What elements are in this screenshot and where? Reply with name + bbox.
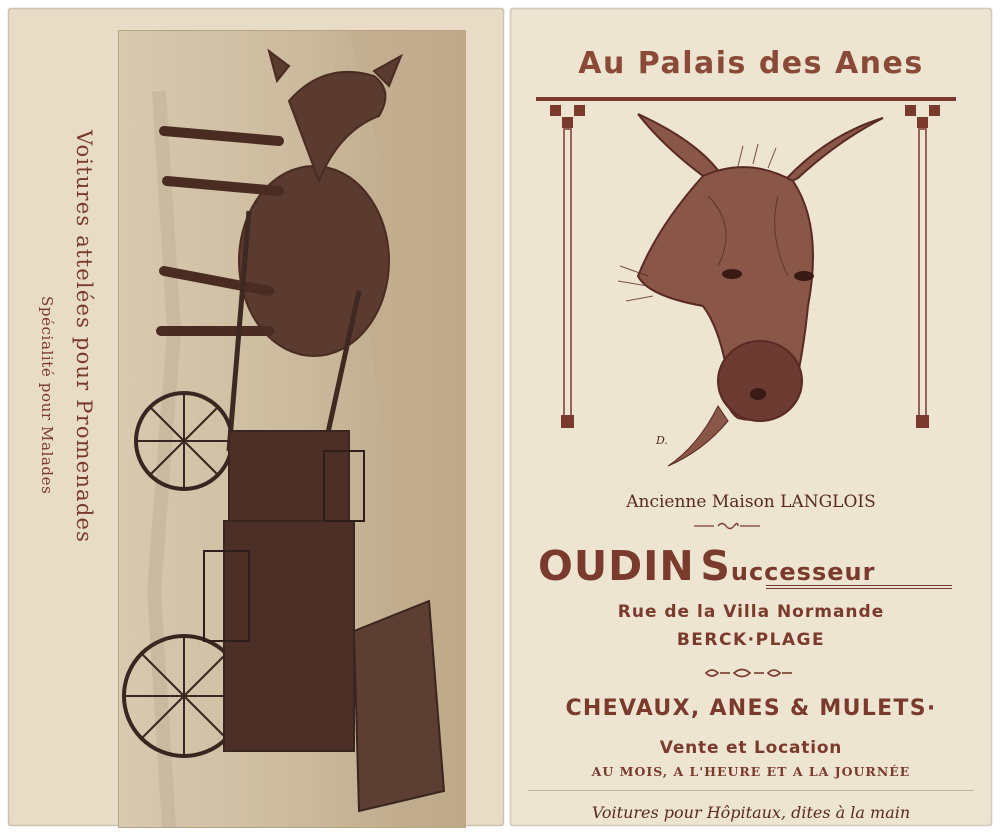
illustration-signature: D. (656, 434, 668, 447)
left-ornament (548, 103, 588, 433)
town-name: BERCK·PLAGE (676, 630, 826, 650)
rental-terms: AU MOIS, A L'HEURE ET A LA JOURNÉE (591, 764, 911, 779)
successor-word: uccesseur (730, 558, 876, 586)
right-card (510, 8, 992, 826)
street-address: Rue de la Villa Normande (617, 602, 885, 622)
divider-ornament (704, 667, 794, 679)
flourish-ornament (692, 521, 762, 531)
successor-initial: S (700, 542, 731, 590)
footer-note: Voitures pour Hôpitaux, dites à la main (591, 803, 911, 822)
donkey-head-icon (608, 106, 900, 478)
successor-line (538, 542, 875, 590)
title-rule (536, 97, 956, 101)
vertical-heading: Voitures attelées pour Promenades (72, 130, 96, 544)
trade-heading: CHEVAUX, ANES & MULETS· (565, 696, 937, 721)
footer-separator (528, 790, 974, 791)
service-line: Vente et Location (659, 738, 843, 758)
successor-underline (766, 585, 952, 589)
left-card (8, 8, 504, 826)
successor-name: OUDIN (538, 542, 695, 590)
vertical-subheading: Spécialité pour Malades (38, 296, 56, 495)
donkey-illustration (608, 106, 900, 478)
right-ornament (903, 103, 943, 433)
former-house: Ancienne Maison LANGLOIS (626, 492, 876, 512)
carriage-photo (118, 30, 466, 828)
card-title: Au Palais des Anes (578, 46, 924, 81)
carriage-illustration (119, 31, 465, 827)
